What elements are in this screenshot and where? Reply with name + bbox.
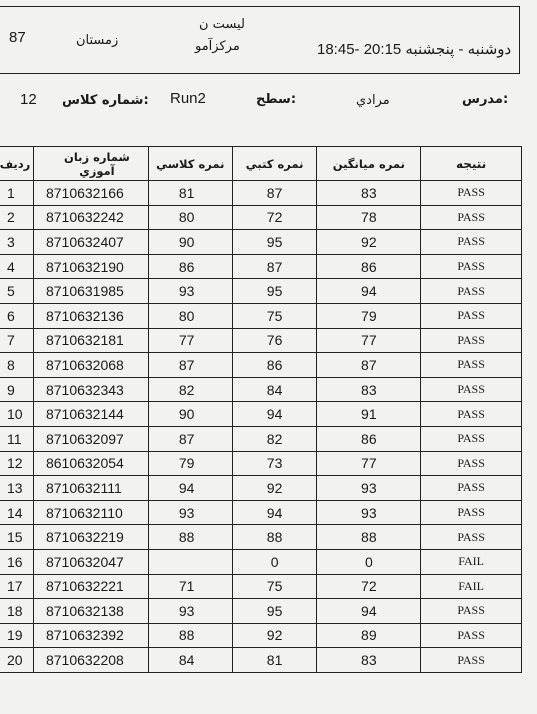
- table-row: [0, 205, 522, 230]
- table-row: [0, 181, 522, 206]
- result-cell: PASS: [421, 279, 522, 304]
- header-class-grade: نمره كلاسي: [148, 147, 232, 181]
- student-id-cell: 8710632166: [33, 181, 148, 206]
- result-cell: PASS: [421, 648, 522, 673]
- schedule: دوشنبه - پنجشنبه 20:15 -18:45: [317, 41, 512, 58]
- table-row: [0, 500, 522, 525]
- term-code: 87: [9, 29, 26, 46]
- average-cell: 78: [317, 205, 421, 230]
- table-row: [0, 599, 522, 624]
- written-grade-cell: 87: [232, 254, 317, 279]
- written-grade-cell: 81: [232, 648, 317, 673]
- term-label: زمستان: [76, 33, 119, 48]
- average-cell: 83: [317, 648, 421, 673]
- written-grade-cell: 76: [232, 328, 317, 353]
- class-grade-cell: 88: [148, 623, 232, 648]
- center-label: مركزآمو: [195, 39, 240, 54]
- result-cell: PASS: [421, 599, 522, 624]
- written-grade-cell: 94: [232, 500, 317, 525]
- class-grade-cell: 82: [148, 377, 232, 402]
- row-number-cell: 3: [0, 230, 33, 255]
- average-cell: 0: [317, 549, 421, 574]
- class-grade-cell: 81: [148, 181, 232, 206]
- class-grade-cell: 84: [148, 648, 232, 673]
- row-number-cell: 18: [0, 599, 33, 624]
- written-grade-cell: 86: [232, 353, 317, 378]
- result-cell: PASS: [421, 181, 522, 206]
- student-id-cell: 8610632054: [33, 451, 148, 476]
- level-label: سطح:: [256, 92, 297, 107]
- student-id-cell: 8710632047: [33, 549, 148, 574]
- list-title: ليست ن: [199, 17, 245, 32]
- class-number-label: شماره كلاس:: [62, 93, 149, 108]
- grades-table: [0, 146, 522, 673]
- student-id-cell: 8710632138: [33, 599, 148, 624]
- average-cell: 88: [317, 525, 421, 550]
- written-grade-cell: 95: [232, 279, 317, 304]
- table-row: [0, 648, 522, 673]
- row-number-cell: 6: [0, 303, 33, 328]
- result-cell: PASS: [421, 205, 522, 230]
- header-result: نتيجه: [421, 147, 522, 181]
- result-cell: PASS: [421, 451, 522, 476]
- row-number-cell: 7: [0, 328, 33, 353]
- table-row: [0, 476, 522, 501]
- class-grade-cell: 94: [148, 476, 232, 501]
- result-cell: PASS: [421, 623, 522, 648]
- class-grade-cell: 87: [148, 353, 232, 378]
- header-average: نمره ميانگين: [317, 147, 421, 181]
- result-cell: PASS: [421, 353, 522, 378]
- row-number-cell: 4: [0, 254, 33, 279]
- class-grade-cell: 71: [148, 574, 232, 599]
- written-grade-cell: 0: [232, 549, 317, 574]
- result-cell: PASS: [421, 328, 522, 353]
- class-grade-cell: 80: [148, 205, 232, 230]
- class-grade-cell: 90: [148, 402, 232, 427]
- row-number-cell: 15: [0, 525, 33, 550]
- student-id-cell: 8710632242: [33, 205, 148, 230]
- result-cell: PASS: [421, 476, 522, 501]
- table-row: [0, 525, 522, 550]
- row-number-cell: 16: [0, 549, 33, 574]
- header-box: [0, 6, 520, 74]
- teacher-name: مرادي: [356, 93, 390, 108]
- average-cell: 92: [317, 230, 421, 255]
- average-cell: 72: [317, 574, 421, 599]
- average-cell: 93: [317, 476, 421, 501]
- class-grade-cell: 79: [148, 451, 232, 476]
- student-id-cell: 8710632392: [33, 623, 148, 648]
- table-row: [0, 279, 522, 304]
- average-cell: 77: [317, 328, 421, 353]
- student-id-cell: 8710632219: [33, 525, 148, 550]
- written-grade-cell: 75: [232, 303, 317, 328]
- class-grade-cell: 88: [148, 525, 232, 550]
- average-cell: 94: [317, 279, 421, 304]
- average-cell: 86: [317, 254, 421, 279]
- table-row: [0, 377, 522, 402]
- student-id-cell: 8710632097: [33, 426, 148, 451]
- result-cell: PASS: [421, 377, 522, 402]
- result-cell: PASS: [421, 303, 522, 328]
- class-grade-cell: 87: [148, 426, 232, 451]
- average-cell: 79: [317, 303, 421, 328]
- row-number-cell: 10: [0, 402, 33, 427]
- student-id-cell: 8710632221: [33, 574, 148, 599]
- written-grade-cell: 73: [232, 451, 317, 476]
- student-id-cell: 8710632407: [33, 230, 148, 255]
- written-grade-cell: 82: [232, 426, 317, 451]
- written-grade-cell: 92: [232, 623, 317, 648]
- written-grade-cell: 72: [232, 205, 317, 230]
- header-written-grade: نمره كتبي: [232, 147, 317, 181]
- average-cell: 83: [317, 377, 421, 402]
- row-number-cell: 11: [0, 426, 33, 451]
- table-row: [0, 230, 522, 255]
- class-grade-cell: 93: [148, 500, 232, 525]
- table-row: [0, 353, 522, 378]
- table-row: [0, 328, 522, 353]
- class-grade-cell: 86: [148, 254, 232, 279]
- row-number-cell: 19: [0, 623, 33, 648]
- result-cell: PASS: [421, 426, 522, 451]
- written-grade-cell: 92: [232, 476, 317, 501]
- result-cell: PASS: [421, 230, 522, 255]
- table-header-row: [0, 147, 522, 181]
- average-cell: 91: [317, 402, 421, 427]
- class-grade-cell: 93: [148, 279, 232, 304]
- row-number-cell: 14: [0, 500, 33, 525]
- table-row: [0, 451, 522, 476]
- written-grade-cell: 94: [232, 402, 317, 427]
- average-cell: 77: [317, 451, 421, 476]
- average-cell: 94: [317, 599, 421, 624]
- table-row: [0, 402, 522, 427]
- result-cell: PASS: [421, 254, 522, 279]
- result-cell: PASS: [421, 500, 522, 525]
- student-id-cell: 8710632181: [33, 328, 148, 353]
- result-cell: FAIL: [421, 574, 522, 599]
- student-id-cell: 8710632136: [33, 303, 148, 328]
- student-id-cell: 8710632144: [33, 402, 148, 427]
- result-cell: PASS: [421, 525, 522, 550]
- class-grade-cell: 90: [148, 230, 232, 255]
- teacher-label: مدرس:: [462, 92, 509, 107]
- student-id-cell: 8710631985: [33, 279, 148, 304]
- student-id-cell: 8710632190: [33, 254, 148, 279]
- student-id-cell: 8710632068: [33, 353, 148, 378]
- student-id-cell: 8710632343: [33, 377, 148, 402]
- table-row: [0, 426, 522, 451]
- class-grade-cell: 77: [148, 328, 232, 353]
- average-cell: 83: [317, 181, 421, 206]
- result-cell: FAIL: [421, 549, 522, 574]
- student-id-cell: 8710632208: [33, 648, 148, 673]
- table-row: [0, 574, 522, 599]
- average-cell: 87: [317, 353, 421, 378]
- row-number-cell: 5: [0, 279, 33, 304]
- average-cell: 93: [317, 500, 421, 525]
- written-grade-cell: 95: [232, 599, 317, 624]
- row-number-cell: 20: [0, 648, 33, 673]
- table-row: [0, 303, 522, 328]
- written-grade-cell: 95: [232, 230, 317, 255]
- table-row: [0, 623, 522, 648]
- class-grade-cell: [148, 549, 232, 574]
- row-number-cell: 2: [0, 205, 33, 230]
- student-id-cell: 8710632111: [33, 476, 148, 501]
- written-grade-cell: 88: [232, 525, 317, 550]
- row-number-cell: 17: [0, 574, 33, 599]
- row-number-cell: 8: [0, 353, 33, 378]
- row-number-cell: 12: [0, 451, 33, 476]
- table-row: [0, 254, 522, 279]
- class-grade-cell: 93: [148, 599, 232, 624]
- class-grade-cell: 80: [148, 303, 232, 328]
- result-cell: PASS: [421, 402, 522, 427]
- class-number-value: 12: [20, 91, 37, 108]
- table-row: [0, 549, 522, 574]
- header-row-number: رديف: [0, 147, 33, 181]
- row-number-cell: 9: [0, 377, 33, 402]
- written-grade-cell: 87: [232, 181, 317, 206]
- average-cell: 86: [317, 426, 421, 451]
- average-cell: 89: [317, 623, 421, 648]
- written-grade-cell: 75: [232, 574, 317, 599]
- written-grade-cell: 84: [232, 377, 317, 402]
- row-number-cell: 13: [0, 476, 33, 501]
- row-number-cell: 1: [0, 181, 33, 206]
- student-id-cell: 8710632110: [33, 500, 148, 525]
- header-student-id: شماره زبان آموزي: [33, 147, 148, 181]
- level-value: Run2: [170, 90, 206, 107]
